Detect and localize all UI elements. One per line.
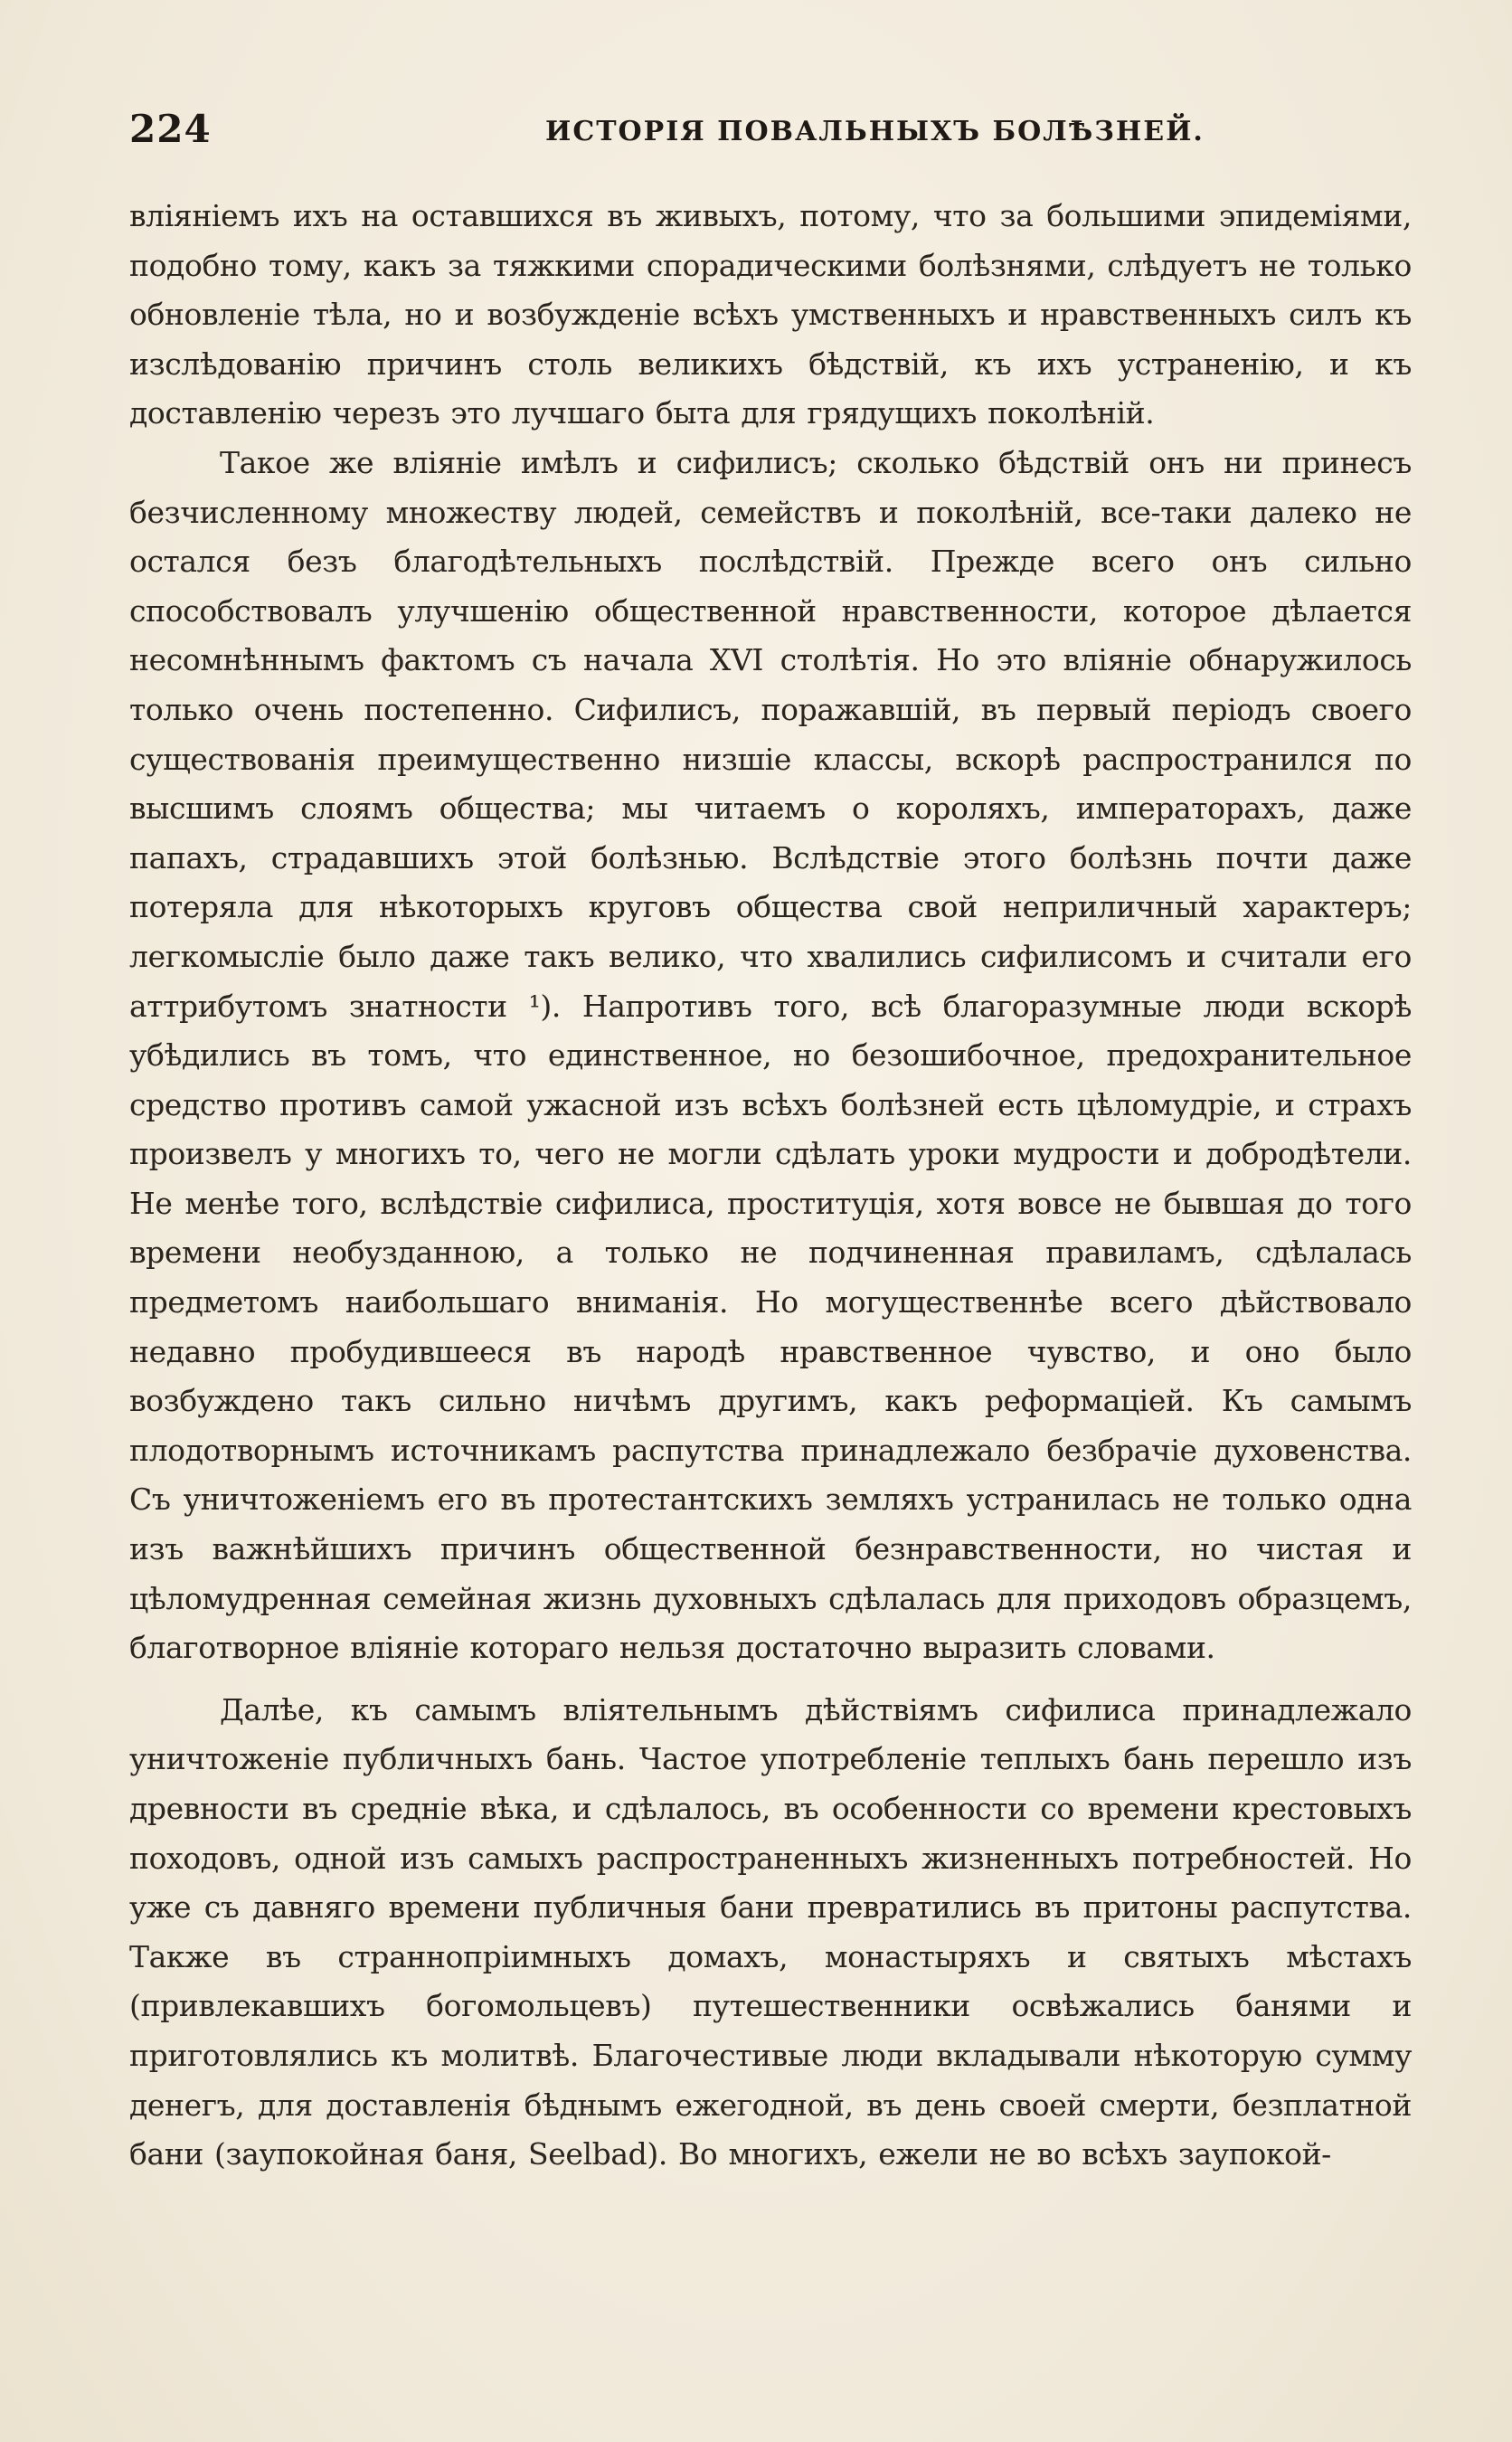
paragraph-continued: вліяніемъ ихъ на оставшихся въ живыхъ, потому, что за большими эпидеміями, подобно тому, какъ за тяжкими спорадическими болѣзнями, слѣдуетъ не только обновленіе тѣла, но и возбужденіе всѣхъ умственныхъ и нравственныхъ силъ къ изслѣдованію причинъ столь великихъ бѣдствій, къ ихъ устраненію, и къ доставленію черезъ это лучшаго быта для грядущихъ поколѣній. [129,198,1412,431]
page-number: 224 [129,107,212,151]
running-title: ИСТОРІЯ ПОВАЛЬНЫХЪ БОЛѢЗНЕЙ. [545,116,1205,147]
body-text [129,192,1412,2180]
page-header [129,107,1413,161]
paragraph-public-baths: Далѣе, къ самымъ вліятельнымъ дѣйствіямъ сифилиса принадлежало уничтоженіе публичныхъ бань. Частое употребленіе теплыхъ бань перешло изъ древности въ средніе вѣка, и сдѣлалось, въ особенности со времени крестовыхъ походовъ, одной изъ самыхъ распространенныхъ жизненныхъ потребностей. Но уже съ давняго времени публичныя бани превратились въ притоны распутства. Также въ страннопріимныхъ домахъ, монастыряхъ и святыхъ мѣстахъ (привлекавшихъ богомольцевъ) путешественники освѣжались банями и приготовлялись къ молитвѣ. Благочестивые люди вкладывали нѣкоторую сумму денегъ, для доставленія бѣднымъ ежегодной, въ день своей смерти, безплатной бани (заупокойная баня, Seelbad). Во многихъ, ежели не во всѣхъ заупокой- [129,1691,1412,2172]
paragraph-syphilis-influence: Такое же вліяніе имѣлъ и сифилисъ; сколько бѣдствій онъ ни принесъ безчисленному множеству людей, семействъ и поколѣній, все-таки далеко не остался безъ благодѣтельныхъ послѣдствій. Прежде всего онъ сильно способствовалъ улучшенію общественной нравственности, которое дѣлается несомнѣннымъ фактомъ съ начала XVI столѣтія. Но это вліяніе обнаружилось только очень постепенно. Сифилисъ, поражавшій, въ первый періодъ своего существованія преимущественно низшіе классы, вскорѣ распространился по высшимъ слоямъ общества; мы читаемъ о короляхъ, императорахъ, даже папахъ, страдавшихъ этой болѣзнью. Вслѣдствіе этого болѣзнь почти даже потеряла для нѣкоторыхъ круговъ общества свой неприличный характеръ; легкомысліе было даже такъ велико, что хвалились сифилисомъ и считали его аттрибутомъ знатности ¹). Напротивъ того, всѣ благоразумные люди вскорѣ убѣдились въ томъ, что единственное, но безошибочное, предохранительное средство противъ самой ужасной изъ всѣхъ болѣзней есть цѣломудріе, и страхъ произвелъ у многихъ то, чего не могли сдѣлать уроки мудрости и добродѣтели. Не менѣе того, вслѣдствіе сифилиса, проституція, хотя вовсе не бывшая до того времени необузданною, а только не подчиненная правиламъ, сдѣлалась предметомъ наибольшаго вниманія. Но могущественнѣе всего дѣйствовало недавно пробудившееся въ народѣ нравственное чувство, и оно было возбуждено такъ сильно ничѣмъ другимъ, какъ реформаціей. Къ самымъ плодотворнымъ источникамъ распутства принадлежало безбрачіе духовенства. Съ уничтоженіемъ его въ протестантскихъ земляхъ устранилась не только одна изъ важнѣйшихъ причинъ общественной безнравственности, но чистая и цѣломудренная семейная жизнь духовныхъ сдѣлалась для приходовъ образцемъ, благотворное вліяніе котораго нельзя достаточно выразить словами. [129,444,1412,1666]
